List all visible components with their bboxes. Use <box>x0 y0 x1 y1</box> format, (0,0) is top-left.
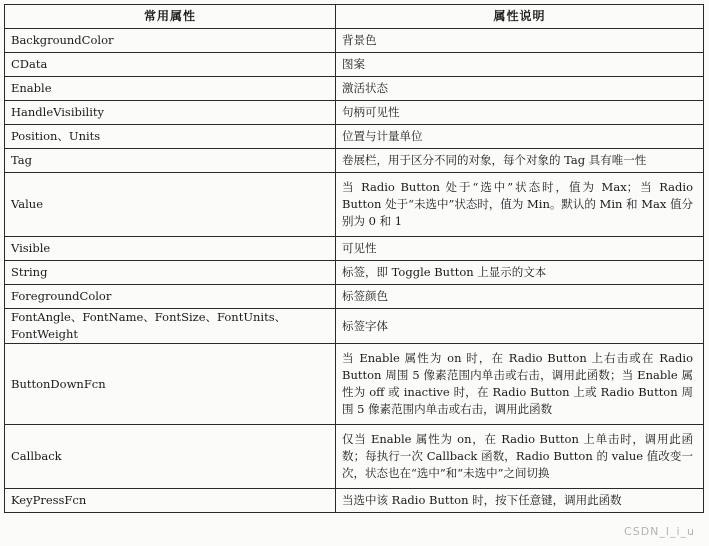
property-name: HandleVisibility <box>5 101 336 125</box>
property-description: 仅当 Enable 属性为 on，在 Radio Button 上单击时，调用此函数；每执行一次 Callback 函数，Radio Button 的 value 值改变一次，状态也在“选中”和“未选中”之间切换 <box>336 425 704 489</box>
watermark: CSDN_l_i_u <box>624 525 695 538</box>
table-row <box>5 125 704 149</box>
property-name: Callback <box>5 425 336 489</box>
table-row <box>5 53 704 77</box>
header-common-property: 常用属性 <box>5 5 336 29</box>
table-row <box>5 261 704 285</box>
property-description: 激活状态 <box>336 77 704 101</box>
property-description: 句柄可见性 <box>336 101 704 125</box>
table-row <box>5 237 704 261</box>
property-name: FontAngle、FontName、FontSize、FontUnits、FontWeight <box>5 309 336 344</box>
property-description: 背景色 <box>336 29 704 53</box>
properties-table <box>4 4 704 513</box>
property-description: 可见性 <box>336 237 704 261</box>
property-description: 当 Radio Button 处于“选中”状态时，值为 Max；当 Radio Button 处于“未选中”状态时，值为 Min。默认的 Min 和 Max 值分别为 0 和 1 <box>336 173 704 237</box>
table-row <box>5 77 704 101</box>
property-name: BackgroundColor <box>5 29 336 53</box>
property-name: Enable <box>5 77 336 101</box>
property-description: 标签颜色 <box>336 285 704 309</box>
property-name: KeyPressFcn <box>5 489 336 513</box>
table-row <box>5 309 704 344</box>
table-row <box>5 173 704 237</box>
table-row <box>5 101 704 125</box>
header-property-description: 属性说明 <box>336 5 704 29</box>
table-row <box>5 425 704 489</box>
table-row <box>5 344 704 425</box>
property-name: ButtonDownFcn <box>5 344 336 425</box>
table-row <box>5 149 704 173</box>
property-name: ForegroundColor <box>5 285 336 309</box>
property-description: 图案 <box>336 53 704 77</box>
property-name: CData <box>5 53 336 77</box>
property-description: 标签字体 <box>336 309 704 344</box>
property-description: 标签，即 Toggle Button 上显示的文本 <box>336 261 704 285</box>
table-header-row <box>5 5 704 29</box>
property-name: String <box>5 261 336 285</box>
property-description: 位置与计量单位 <box>336 125 704 149</box>
property-name: Visible <box>5 237 336 261</box>
property-name: Position、Units <box>5 125 336 149</box>
table-row <box>5 489 704 513</box>
property-name: Tag <box>5 149 336 173</box>
table-row <box>5 29 704 53</box>
table-row <box>5 285 704 309</box>
property-description: 当 Enable 属性为 on 时，在 Radio Button 上右击或在 Radio Button 周围 5 像素范围内单击或右击，调用此函数；当 Enable 属性为 off 或 inactive 时，在 Radio Button 上或 Radio Button 周围 5 像素范围内单击或右击，调用此函数 <box>336 344 704 425</box>
property-name: Value <box>5 173 336 237</box>
property-description: 卷展栏，用于区分不同的对象，每个对象的 Tag 具有唯一性 <box>336 149 704 173</box>
property-description: 当选中该 Radio Button 时，按下任意键，调用此函数 <box>336 489 704 513</box>
